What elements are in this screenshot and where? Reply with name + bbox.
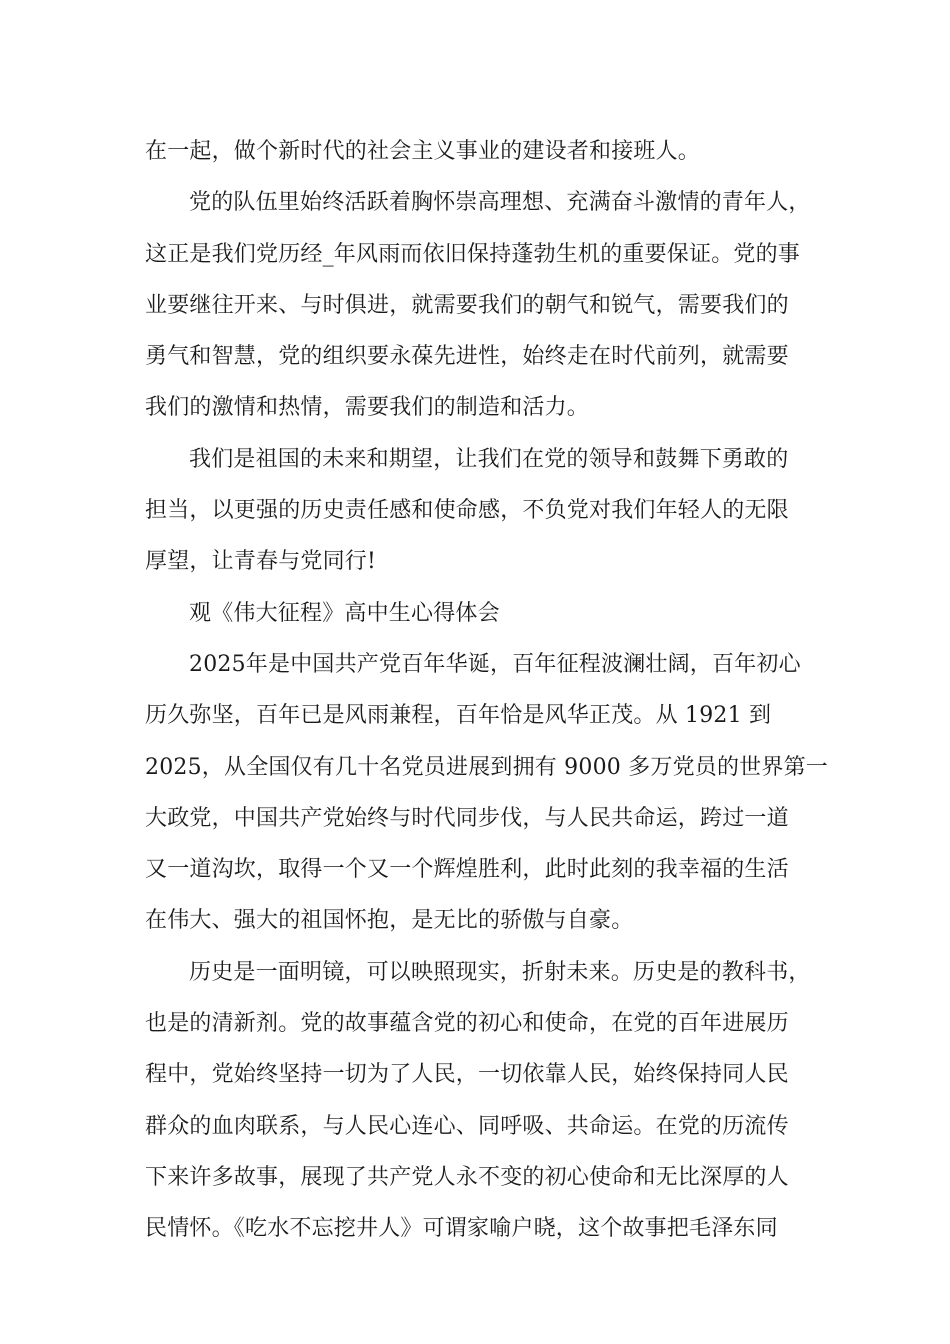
text-line: 也是的清新剂。党的故事蕴含党的初心和使命，在党的百年进展历 — [145, 1011, 789, 1037]
document-body — [145, 126, 845, 1255]
text-line: 我们是祖国的未来和期望，让我们在党的领导和鼓舞下勇敢的 — [189, 446, 789, 472]
text-line: 厚望，让青春与党同行! — [145, 549, 377, 575]
text-line: 民情怀。《吃水不忘挖井人》可谓家喻户晓，这个故事把毛泽东同 — [145, 1216, 778, 1242]
text-line: 业要继往开来、与时俱进，就需要我们的朝气和锐气，需要我们的 — [145, 292, 789, 318]
text-line: 我们的激情和热情，需要我们的制造和活力。 — [145, 395, 590, 421]
section-heading: 观《伟大征程》高中生心得体会 — [189, 600, 500, 626]
text-line: 担当，以更强的历史责任感和使命感，不负党对我们年轻人的无限 — [145, 498, 789, 524]
text-line: 在伟大、强大的祖国怀抱，是无比的骄傲与自豪。 — [145, 908, 634, 934]
text-line: 勇气和智慧，党的组织要永葆先进性，始终走在时代前列，就需要 — [145, 344, 789, 370]
text-line: 又一道沟坎，取得一个又一个辉煌胜利，此时此刻的我幸福的生活 — [145, 857, 789, 883]
text-line: 在一起，做个新时代的社会主义事业的建设者和接班人。 — [145, 139, 701, 164]
text-line: 程中，党始终坚持一切为了人民，一切依靠人民，始终保持同人民 — [145, 1062, 789, 1088]
text-line: 2025年是中国共产党百年华诞，百年征程波澜壮阔，百年初心 — [189, 651, 801, 677]
text-line: 2025，从全国仅有几十名党员进展到拥有 9000 多万党员的世界第一 — [145, 754, 828, 780]
text-line: 历久弥坚，百年已是风雨兼程，百年恰是风华正茂。从 1921 到 — [145, 703, 772, 729]
text-line: 这正是我们党历经_年风雨而依旧保持蓬勃生机的重要保证。党的事 — [145, 241, 801, 267]
text-line: 大政党，中国共产党始终与时代同步伐，与人民共命运，跨过一道 — [145, 805, 789, 831]
text-line: 下来许多故事，展现了共产党人永不变的初心使命和无比深厚的人 — [145, 1164, 789, 1190]
text-line: 党的队伍里始终活跃着胸怀崇高理想、充满奋斗激情的青年人， — [189, 190, 811, 216]
text-line: 历史是一面明镜，可以映照现实，折射未来。历史是的教科书， — [189, 959, 811, 985]
text-line: 群众的血肉联系，与人民心连心、同呼吸、共命运。在党的历流传 — [145, 1113, 789, 1139]
